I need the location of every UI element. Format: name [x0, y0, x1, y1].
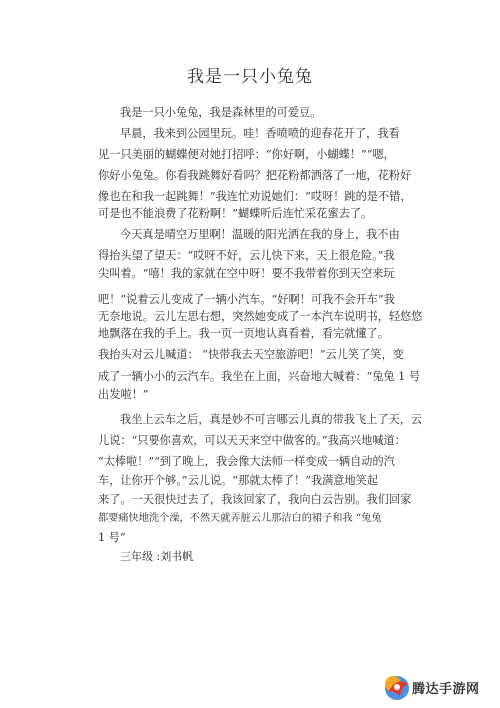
- paragraph-line: 来了。一天很快过去了，我该回家了，我向白云告别。我们回家: [98, 493, 412, 506]
- site-watermark: [382, 670, 492, 704]
- paragraph-line: 1 号”: [98, 531, 126, 544]
- paragraph-line: 像也在和我一起跳舞！”我连忙劝说她们：“哎呀！跳的是不错，: [98, 190, 412, 203]
- paragraph-line: “太棒啦！”“到了晚上，我会像大法师一样变成一辆自动的汽: [98, 455, 395, 468]
- paragraph-line: 见一只美丽的蝴蝶便对她打招呼：“你好啊，小蝴蝶！”“嗯，: [98, 148, 395, 161]
- paragraph-line: 车，让你开个够。”云儿说。“那就太棒了！”我满意地笑起: [98, 474, 379, 487]
- paragraph-line: 都要痛快地洗个澡，不然天就弄脏云儿那洁白的裙子和我 “兔兔: [98, 513, 382, 524]
- paragraph-line: 成了一辆小小的云汽车。我坐在上面，兴奋地大喊着：“兔兔 1 号: [98, 370, 421, 383]
- paragraph-line: 地飘落在我的手上。我一页一页地认真看着，看完就懂了。: [98, 327, 389, 340]
- paragraph-line: 我是一只小兔兔，我是森林里的可爱豆。: [120, 106, 322, 119]
- watermark-logo-icon: [382, 672, 412, 702]
- page-title: 我是一只小兔兔: [187, 67, 313, 87]
- paragraph-line: 你好小兔兔。你看我跳舞好看吗？把花粉都洒落了一地，花粉好: [98, 169, 412, 182]
- paragraph-line: 无奈地说。云儿左思右想，突然她变成了一本汽车说明书，轻悠悠: [98, 310, 423, 323]
- paragraph-line: 得抬头望了望天：“哎呀不好，云儿快下来，天上很危险。”我: [98, 249, 395, 262]
- paragraph-line: 可是也不能浪费了花粉啊！”蝴蝶听后连忙采花蜜去了。: [98, 207, 373, 220]
- paragraph-line: 尖叫着。“嘻！我的家就在空中呀！要不我带着你到天空来玩: [98, 267, 395, 280]
- paragraph-line: 出发啦！”: [98, 388, 149, 401]
- paragraph-line: 我抬头对云儿喊道： “快带我去天空旅游吧！”云儿笑了笑，变: [98, 348, 404, 361]
- paragraph-line: 早晨，我来到公园里玩。哇！香喷喷的迎春花开了，我看: [120, 127, 400, 140]
- paragraph-line: 我坐上云车之后，真是妙不可言哪云儿真的带我飞上了天，云: [120, 413, 423, 426]
- author-signature: 三年级 :刘书帆: [120, 550, 194, 563]
- watermark-text: 腾达手游网: [412, 682, 480, 697]
- paragraph-line: 今天真是晴空万里啊！温暖的阳光洒在我的身上，我不由: [120, 228, 400, 241]
- paragraph-line: 吧！”说着云儿变成了一辆小汽车。“好啊！可我不会开车”我: [98, 293, 395, 306]
- paragraph-line: 儿说：“只要你喜欢，可以天天来空中做客的。”我高兴地喊道：: [98, 434, 406, 447]
